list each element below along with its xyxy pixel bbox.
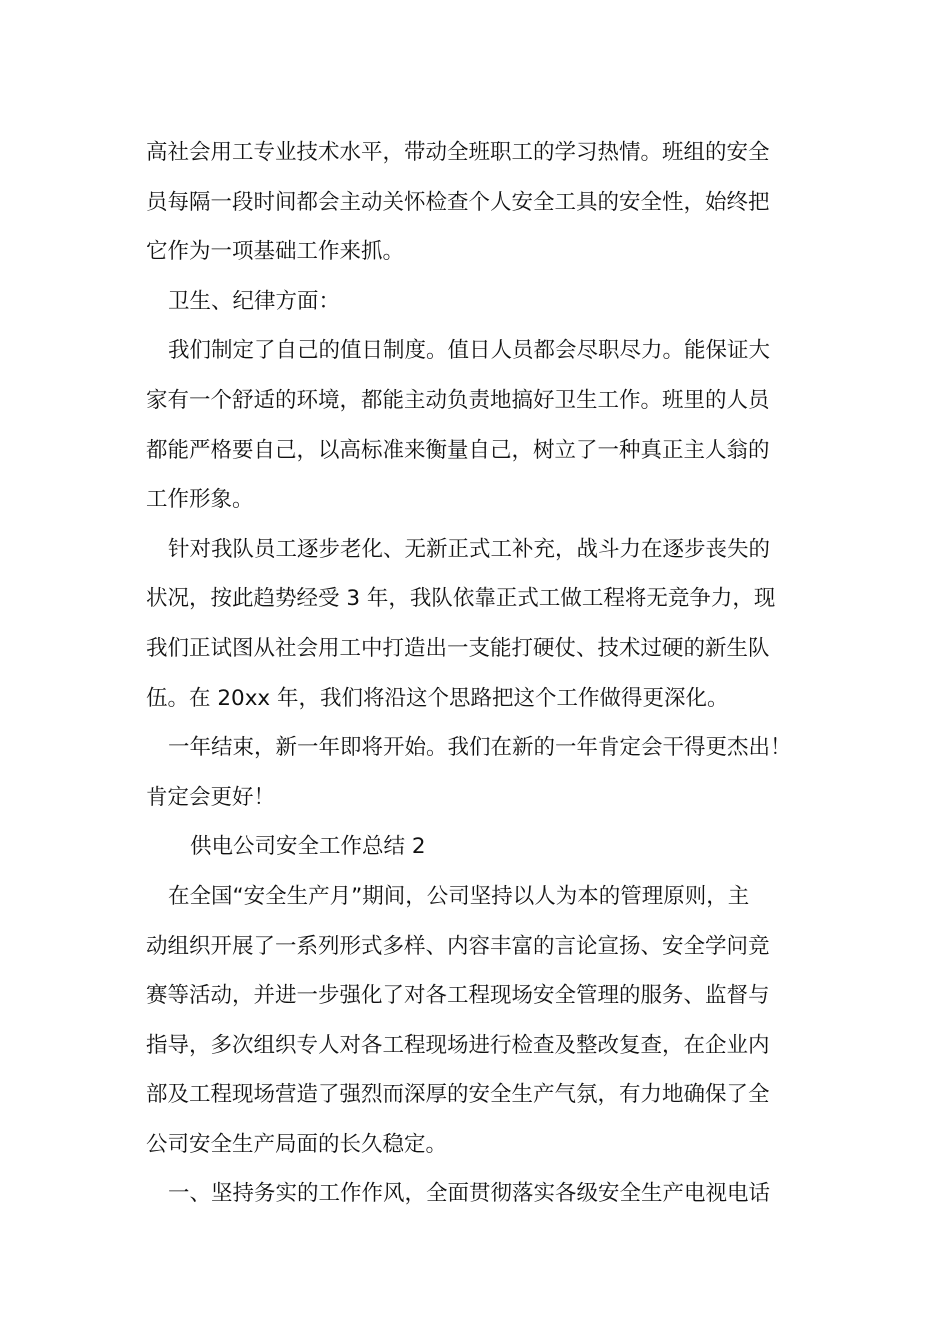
paragraph-line: 一、坚持务实的工作作风，全面贯彻落实各级安全生产电视电话 xyxy=(168,1181,771,1207)
paragraph-line: 公司安全生产局面的长久稳定。 xyxy=(146,1131,448,1157)
paragraph-line: 动组织开展了一系列形式多样、内容丰富的言论宣扬、安全学问竞 xyxy=(146,933,770,959)
paragraph-line: 它作为一项基础工作来抓。 xyxy=(146,239,405,265)
paragraph-line: 指导，多次组织专人对各工程现场进行检查及整改复查，在企业内 xyxy=(146,1032,770,1058)
paragraph-line: 伍。在 20xx 年，我们将沿这个思路把这个工作做得更深化。 xyxy=(146,685,729,711)
paragraph-line: 赛等活动，并进一步强化了对各工程现场安全管理的服务、监督与 xyxy=(146,983,770,1009)
paragraph-line: 我们正试图从社会用工中打造出一支能打硬仗、技术过硬的新生队 xyxy=(146,635,770,661)
paragraph-line: 状况，按此趋势经受 3 年，我队依靠正式工做工程将无竞争力，现 xyxy=(146,586,776,612)
paragraph-line: 一年结束，新一年即将开始。我们在新的一年肯定会干得更杰出！ xyxy=(168,735,792,761)
paragraph-line: 在全国“安全生产月”期间，公司坚持以人为本的管理原则，主 xyxy=(168,883,750,909)
paragraph-line: 针对我队员工逐步老化、无新正式工补充，战斗力在逐步丧失的 xyxy=(168,536,771,562)
document-body xyxy=(146,128,816,1219)
paragraph-line: 部及工程现场营造了强烈而深厚的安全生产气氛，有力地确保了全 xyxy=(146,1082,770,1108)
paragraph-line: 我们制定了自己的值日制度。值日人员都会尽职尽力。能保证大 xyxy=(168,338,771,364)
paragraph-line: 工作形象。 xyxy=(146,487,254,513)
paragraph-line: 肯定会更好！ xyxy=(146,784,276,810)
section-heading: 卫生、纪律方面： xyxy=(168,288,341,314)
paragraph-line: 员每隔一段时间都会主动关怀检查个人安全工具的安全性，始终把 xyxy=(146,189,770,215)
paragraph-line: 高社会用工专业技术水平，带动全班职工的学习热情。班组的安全 xyxy=(146,140,770,165)
paragraph-line: 家有一个舒适的环境，都能主动负责地搞好卫生工作。班里的人员 xyxy=(146,387,770,413)
paragraph-line: 都能严格要自己，以高标准来衡量自己，树立了一种真正主人翁的 xyxy=(146,437,770,463)
section-title: 供电公司安全工作总结 2 xyxy=(190,834,426,860)
